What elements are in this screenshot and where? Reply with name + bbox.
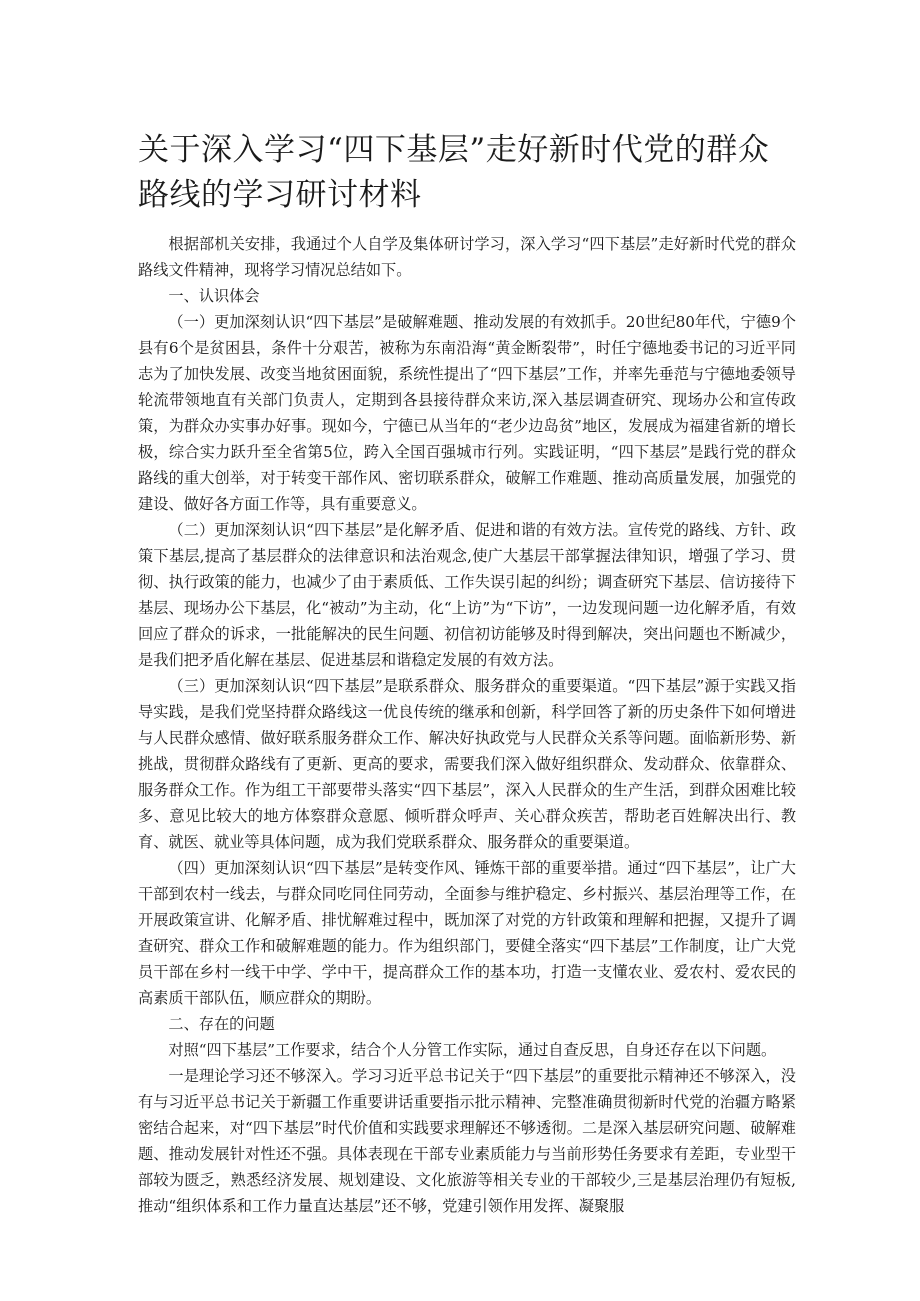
intro-paragraph: 根据部机关安排，我通过个人自学及集体研讨学习，深入学习“四下基层”走好新时代党的群众路线文件精神，现将学习情况总结如下。 bbox=[138, 235, 796, 279]
document-body bbox=[138, 231, 796, 1219]
paragraph-point-3: （三）更加深刻认识“四下基层”是联系群众、服务群众的重要渠道。“四下基层”源于实践又指导实践，是我们党坚持群众路线这一优良传统的继承和创新，科学回答了新的历史条件下如何增进与人民群众感情、做好联系服务群众工作、解决好执政党与人民群众关系等问题。面临新形势、新挑战，贯彻群众路线有了更新、更高的要求，需要我们深入做好组织群众、发动群众、依靠群众、服务群众工作。作为组工干部要带头落实“四下基层”，深入人民群众的生产生活，到群众困难比较多、意见比较大的地方体察群众意愿、倾听群众呼声、关心群众疾苦，帮助老百姓解决出行、教育、就医、就业等具体问题，成为我们党联系群众、服务群众的重要渠道。 bbox=[138, 677, 796, 851]
document-title: 关于深入学习“四下基层”走好新时代党的群众路线的学习研讨材料 bbox=[138, 132, 770, 213]
paragraph-problems-list: 一是理论学习还不够深入。学习习近平总书记关于“四下基层”的重要批示精神还不够深入，没有与习近平总书记关于新疆工作重要讲话重要指示批示精神、完整准确贯彻新时代党的治疆方略紧密结合起来，对“四下基层”时代价值和实践要求理解还不够透彻。二是深入基层研究问题、破解难题、推动发展针对性还不强。具体表现在干部专业素质能力与当前形势任务要求有差距，专业型干部较为匮乏，熟悉经济发展、规划建设、文化旅游等相关专业的干部较少,三是基层治理仍有短板,推动“组织体系和工作力量直达基层”还不够，党建引领作用发挥、凝聚服 bbox=[138, 1067, 796, 1215]
section-heading-problems: 二、存在的问题 bbox=[168, 1015, 275, 1033]
section-heading-insights: 一、认识体会 bbox=[168, 287, 260, 305]
paragraph-problems-intro: 对照“四下基层”工作要求，结合个人分管工作实际，通过自查反思，自身还存在以下问题。 bbox=[168, 1041, 777, 1059]
paragraph-point-1: （一）更加深刻认识“四下基层”是破解难题、推动发展的有效抓手。20世纪80年代，宁德9个县有6个是贫困县，条件十分艰苦，被称为东南沿海“黄金断裂带”，时任宁德地委书记的习近平同志为了加快发展、改变当地贫困面貌，系统性提出了“四下基层”工作，并率先垂范与宁德地委领导轮流带领地直有关部门负责人，定期到各县接待群众来访,深入基层调查研究、现场办公和宣传政策，为群众办实事办好事。现如今，宁德已从当年的“老少边岛贫”地区，发展成为福建省新的增长极，综合实力跃升至全省第5位，跨入全国百强城市行列。实践证明，“四下基层”是践行党的群众路线的重大创举，对于转变干部作风、密切联系群众，破解工作难题、推动高质量发展，加强党的建设、做好各方面工作等，具有重要意义。 bbox=[138, 313, 796, 513]
paragraph-point-2: （二）更加深刻认识“四下基层”是化解矛盾、促进和谐的有效方法。宣传党的路线、方针、政策下基层,提高了基层群众的法律意识和法治观念,使广大基层干部掌握法律知识，增强了学习、贯彻、执行政策的能力，也减少了由于素质低、工作失误引起的纠纷；调查研究下基层、信访接待下基层、现场办公下基层，化“被动”为主动，化“上访”为“下访”，一边发现问题一边化解矛盾，有效回应了群众的诉求，一批能解决的民生问题、初信初访能够及时得到解决，突出问题也不断减少，是我们把矛盾化解在基层、促进基层和谐稳定发展的有效方法。 bbox=[138, 521, 796, 669]
paragraph-point-4: （四）更加深刻认识“四下基层”是转变作风、锤炼干部的重要举措。通过“四下基层”，让广大干部到农村一线去，与群众同吃同住同劳动，全面参与维护稳定、乡村振兴、基层治理等工作，在开展政策宣讲、化解矛盾、排忧解难过程中，既加深了对党的方针政策和理解和把握，又提升了调查研究、群众工作和破解难题的能力。作为组织部门，要健全落实“四下基层”工作制度，让广大党员干部在乡村一线干中学、学中干，提高群众工作的基本功，打造一支懂农业、爱农村、爱农民的高素质干部队伍，顺应群众的期盼。 bbox=[138, 859, 796, 1007]
